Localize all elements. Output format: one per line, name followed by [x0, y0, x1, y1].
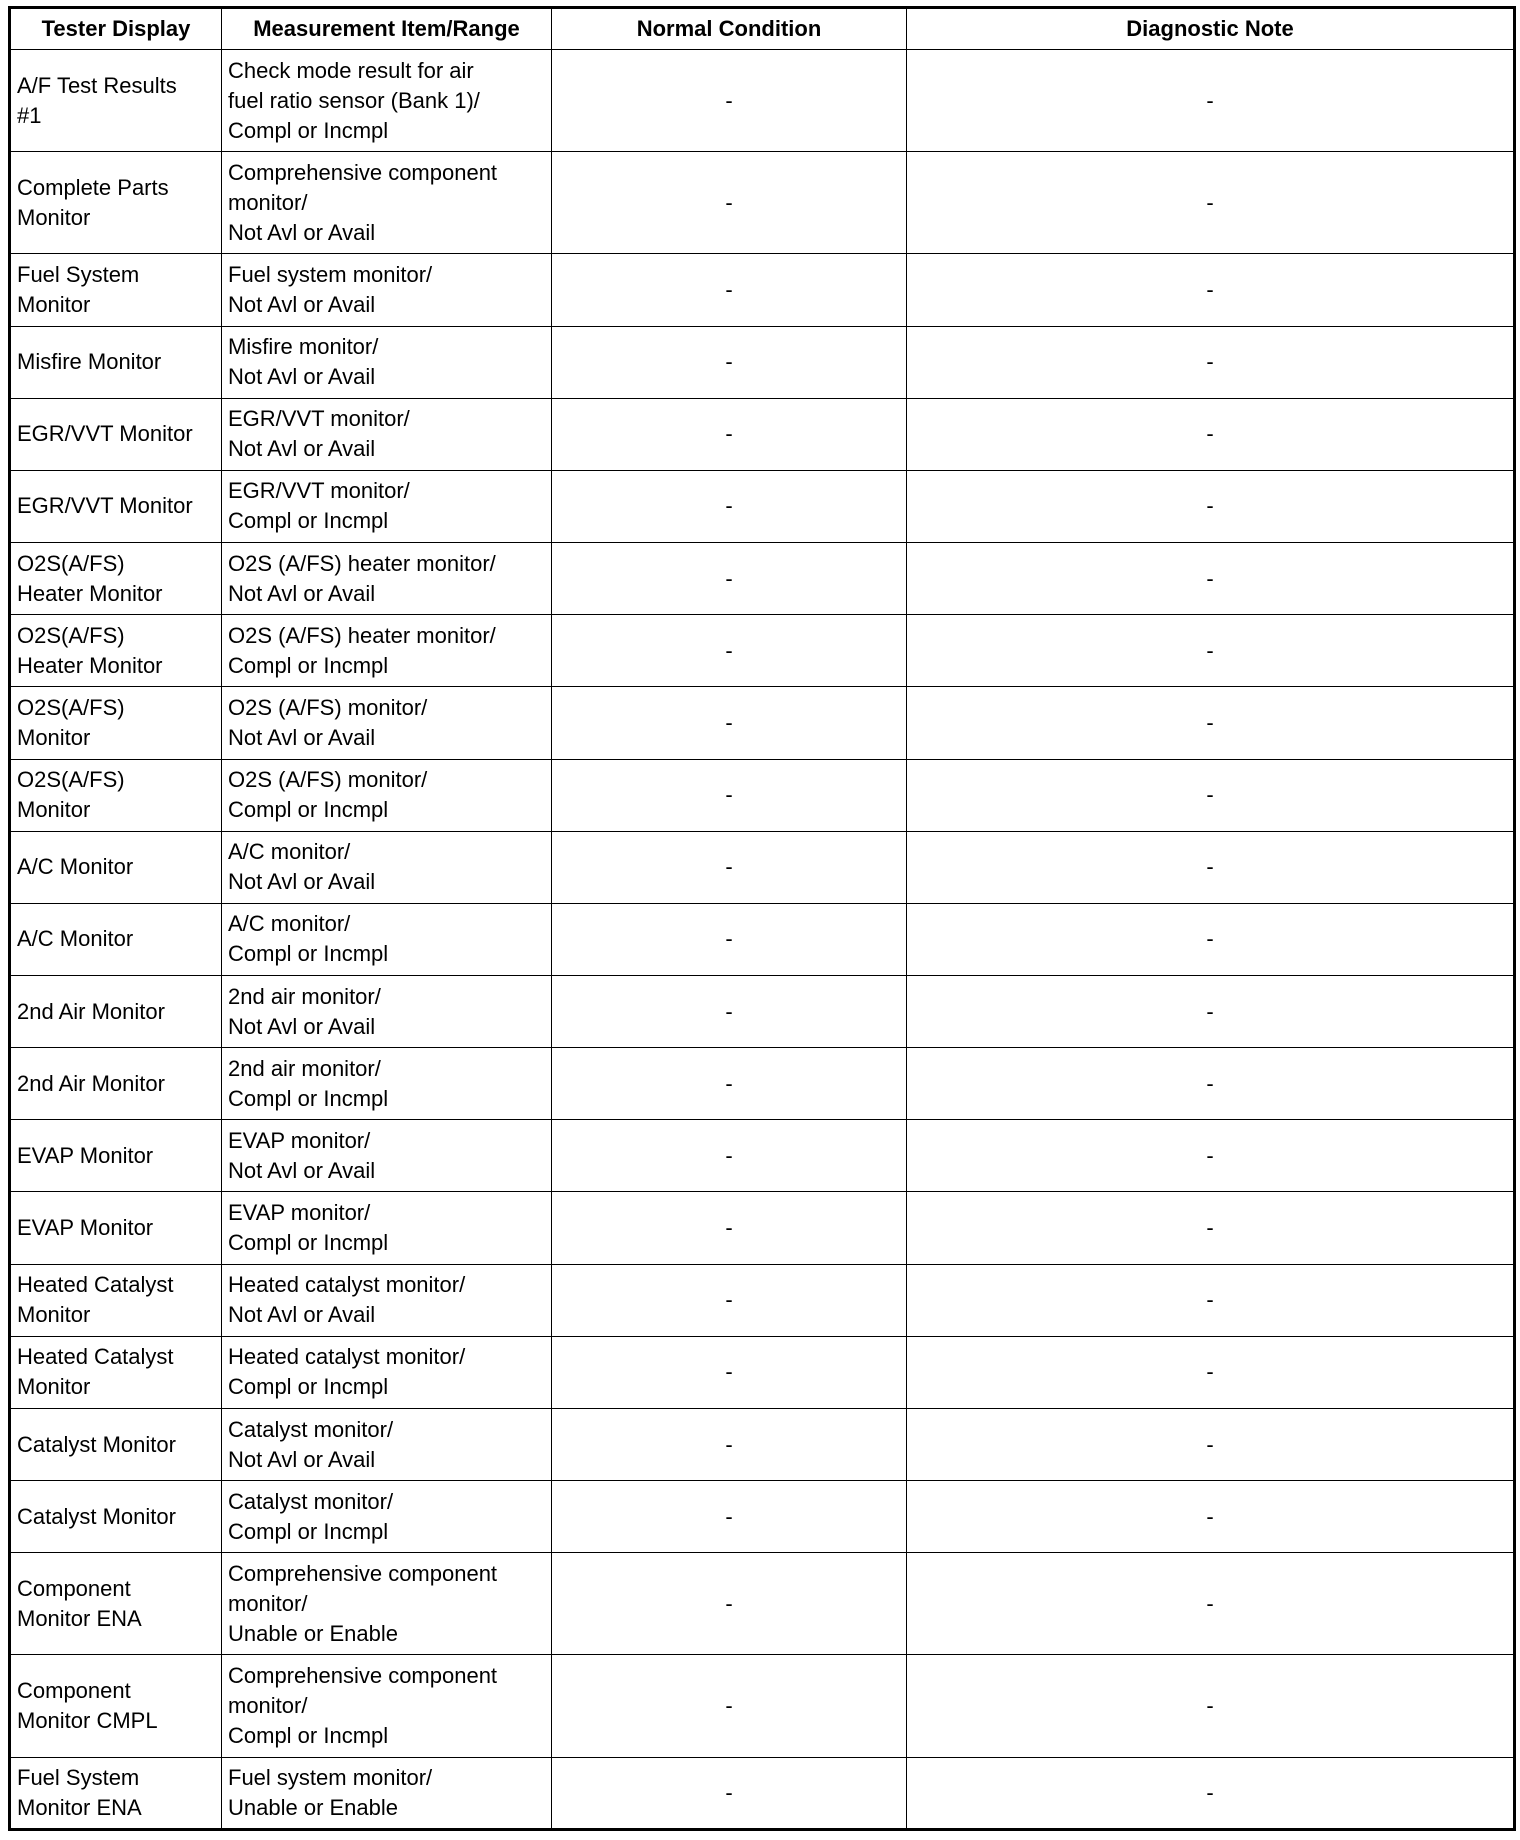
- tester-display-cell: [10, 903, 222, 975]
- measurement-item-cell: [222, 687, 552, 759]
- measurement-item-text: Fuel system monitor/: [228, 1764, 433, 1790]
- diagnostic-note-cell: -: [907, 543, 1515, 615]
- measurement-item-text: Not Avl or Avail: [228, 436, 376, 462]
- measurement-item-cell: [222, 1192, 552, 1264]
- table-row: [10, 1120, 1515, 1192]
- measurement-item-text: Compl or Incmpl: [228, 652, 389, 678]
- normal-condition-cell: -: [552, 1757, 907, 1829]
- measurement-item-text: Compl or Incmpl: [228, 1230, 389, 1256]
- tester-display-text: Catalyst Monitor: [17, 1431, 176, 1457]
- tester-display-text: Heated Catalyst: [17, 1344, 174, 1370]
- normal-condition-cell: -: [552, 470, 907, 542]
- table-row: [10, 1048, 1515, 1120]
- normal-condition-cell: -: [552, 759, 907, 831]
- measurement-item-text: O2S (A/FS) monitor/: [228, 767, 428, 793]
- measurement-item-text: Check mode result for air: [228, 57, 474, 83]
- tester-display-cell: [10, 615, 222, 687]
- tester-display-text: Monitor: [17, 1374, 91, 1400]
- measurement-item-text: EGR/VVT monitor/: [228, 406, 410, 432]
- normal-condition-cell: -: [552, 50, 907, 152]
- normal-condition-cell: -: [552, 1264, 907, 1336]
- diagnostic-note-cell: -: [907, 1553, 1515, 1655]
- tester-display-cell: [10, 254, 222, 326]
- diagnostic-note-cell: -: [907, 976, 1515, 1048]
- tester-display-text: Heater Monitor: [17, 652, 163, 678]
- measurement-item-text: A/C monitor/: [228, 839, 351, 865]
- tester-display-cell: [10, 152, 222, 254]
- measurement-item-cell: [222, 1757, 552, 1829]
- tester-display-text: 2nd Air Monitor: [17, 998, 165, 1024]
- diagnostic-note-cell: -: [907, 398, 1515, 470]
- tester-display-cell: [10, 1264, 222, 1336]
- normal-condition-cell: -: [552, 831, 907, 903]
- tester-display-cell: [10, 1553, 222, 1655]
- table-row: [10, 254, 1515, 326]
- measurement-item-cell: [222, 50, 552, 152]
- diagnostic-note-cell: -: [907, 1120, 1515, 1192]
- diagnostic-note-cell: -: [907, 1264, 1515, 1336]
- table-row: [10, 1336, 1515, 1408]
- tester-display-text: A/C Monitor: [17, 854, 134, 880]
- tester-display-cell: [10, 687, 222, 759]
- measurement-item-text: O2S (A/FS) monitor/: [228, 694, 428, 720]
- tester-display-text: Heater Monitor: [17, 580, 163, 606]
- tester-display-text: 2nd Air Monitor: [17, 1070, 165, 1096]
- tester-display-text: Monitor: [17, 204, 91, 230]
- measurement-item-text: Not Avl or Avail: [228, 1157, 376, 1183]
- table-row: [10, 398, 1515, 470]
- table-row: [10, 1655, 1515, 1757]
- tester-display-text: A/F Test Results: [17, 72, 177, 98]
- header-normal-condition: Normal Condition: [552, 8, 907, 50]
- normal-condition-cell: -: [552, 903, 907, 975]
- measurement-item-text: Compl or Incmpl: [228, 117, 389, 143]
- table-row: [10, 543, 1515, 615]
- tester-display-cell: [10, 1655, 222, 1757]
- table-row: [10, 1192, 1515, 1264]
- measurement-item-text: monitor/: [228, 1693, 308, 1719]
- normal-condition-cell: -: [552, 326, 907, 398]
- tester-display-cell: [10, 831, 222, 903]
- measurement-item-text: Comprehensive component: [228, 159, 498, 185]
- table-row: [10, 903, 1515, 975]
- measurement-item-text: monitor/: [228, 1590, 308, 1616]
- measurement-item-text: EGR/VVT monitor/: [228, 478, 410, 504]
- tester-display-text: Heated Catalyst: [17, 1272, 174, 1298]
- header-diagnostic-note: Diagnostic Note: [907, 8, 1515, 50]
- measurement-item-text: Misfire monitor/: [228, 334, 379, 360]
- measurement-item-text: Compl or Incmpl: [228, 797, 389, 823]
- monitor-status-table: [8, 6, 1516, 1831]
- measurement-item-text: Catalyst monitor/: [228, 1488, 394, 1514]
- measurement-item-cell: [222, 831, 552, 903]
- normal-condition-cell: -: [552, 1408, 907, 1480]
- measurement-item-cell: [222, 976, 552, 1048]
- normal-condition-cell: -: [552, 398, 907, 470]
- tester-display-cell: [10, 1336, 222, 1408]
- measurement-item-text: Not Avl or Avail: [228, 364, 376, 390]
- normal-condition-cell: -: [552, 615, 907, 687]
- measurement-item-text: Unable or Enable: [228, 1794, 399, 1820]
- measurement-item-cell: [222, 470, 552, 542]
- tester-display-text: Fuel System: [17, 262, 140, 288]
- normal-condition-cell: -: [552, 1048, 907, 1120]
- measurement-item-text: Not Avl or Avail: [228, 580, 376, 606]
- measurement-item-text: O2S (A/FS) heater monitor/: [228, 622, 496, 648]
- normal-condition-cell: -: [552, 1192, 907, 1264]
- normal-condition-cell: -: [552, 1120, 907, 1192]
- measurement-item-text: Compl or Incmpl: [228, 1374, 389, 1400]
- tester-display-cell: [10, 1048, 222, 1120]
- header-measurement-item: Measurement Item/Range: [222, 8, 552, 50]
- measurement-item-text: O2S (A/FS) heater monitor/: [228, 550, 496, 576]
- tester-display-text: A/C Monitor: [17, 926, 134, 952]
- table-body: [10, 50, 1515, 1830]
- normal-condition-cell: -: [552, 152, 907, 254]
- tester-display-text: O2S(A/FS): [17, 622, 125, 648]
- measurement-item-cell: [222, 543, 552, 615]
- measurement-item-text: Not Avl or Avail: [228, 1013, 376, 1039]
- diagnostic-note-cell: -: [907, 1408, 1515, 1480]
- measurement-item-text: Compl or Incmpl: [228, 1518, 389, 1544]
- measurement-item-text: Not Avl or Avail: [228, 724, 376, 750]
- tester-display-text: Monitor CMPL: [17, 1708, 158, 1734]
- tester-display-text: EVAP Monitor: [17, 1142, 154, 1168]
- measurement-item-cell: [222, 1655, 552, 1757]
- measurement-item-text: Heated catalyst monitor/: [228, 1344, 466, 1370]
- measurement-item-text: Not Avl or Avail: [228, 1302, 376, 1328]
- measurement-item-text: Not Avl or Avail: [228, 869, 376, 895]
- table-row: [10, 1481, 1515, 1553]
- tester-display-text: O2S(A/FS): [17, 694, 125, 720]
- table-row: [10, 1757, 1515, 1829]
- tester-display-text: Monitor: [17, 292, 91, 318]
- table-row: [10, 976, 1515, 1048]
- diagnostic-note-cell: -: [907, 152, 1515, 254]
- measurement-item-text: 2nd air monitor/: [228, 983, 381, 1009]
- tester-display-text: Monitor ENA: [17, 1794, 142, 1820]
- measurement-item-text: Compl or Incmpl: [228, 1085, 389, 1111]
- measurement-item-text: Catalyst monitor/: [228, 1416, 394, 1442]
- measurement-item-text: Compl or Incmpl: [228, 1723, 389, 1749]
- measurement-item-cell: [222, 1264, 552, 1336]
- measurement-item-text: EVAP monitor/: [228, 1127, 371, 1153]
- table-row: [10, 326, 1515, 398]
- diagnostic-note-cell: -: [907, 759, 1515, 831]
- tester-display-cell: [10, 1481, 222, 1553]
- tester-display-text: Monitor: [17, 1302, 91, 1328]
- measurement-item-text: EVAP monitor/: [228, 1200, 371, 1226]
- measurement-item-text: Comprehensive component: [228, 1663, 498, 1689]
- table-header-row: [10, 8, 1515, 50]
- normal-condition-cell: -: [552, 254, 907, 326]
- tester-display-text: Monitor: [17, 797, 91, 823]
- normal-condition-cell: -: [552, 1553, 907, 1655]
- table-row: [10, 152, 1515, 254]
- normal-condition-cell: -: [552, 543, 907, 615]
- measurement-item-cell: [222, 1553, 552, 1655]
- tester-display-cell: [10, 326, 222, 398]
- tester-display-cell: [10, 50, 222, 152]
- measurement-item-text: Heated catalyst monitor/: [228, 1272, 466, 1298]
- measurement-item-text: Not Avl or Avail: [228, 292, 376, 318]
- tester-display-text: O2S(A/FS): [17, 767, 125, 793]
- measurement-item-cell: [222, 903, 552, 975]
- diagnostic-note-cell: -: [907, 1655, 1515, 1757]
- measurement-item-cell: [222, 254, 552, 326]
- tester-display-text: #1: [17, 102, 42, 128]
- diagnostic-note-cell: -: [907, 903, 1515, 975]
- tester-display-cell: [10, 543, 222, 615]
- diagnostic-note-cell: -: [907, 687, 1515, 759]
- measurement-item-cell: [222, 759, 552, 831]
- diagnostic-note-cell: -: [907, 1336, 1515, 1408]
- tester-display-text: EGR/VVT Monitor: [17, 493, 193, 519]
- normal-condition-cell: -: [552, 1336, 907, 1408]
- measurement-item-text: monitor/: [228, 189, 308, 215]
- tester-display-text: O2S(A/FS): [17, 550, 125, 576]
- tester-display-text: Fuel System: [17, 1764, 140, 1790]
- measurement-item-cell: [222, 1120, 552, 1192]
- tester-display-cell: [10, 398, 222, 470]
- tester-display-cell: [10, 1120, 222, 1192]
- measurement-item-cell: [222, 326, 552, 398]
- tester-display-cell: [10, 1757, 222, 1829]
- tester-display-cell: [10, 1408, 222, 1480]
- tester-display-cell: [10, 1192, 222, 1264]
- measurement-item-text: Comprehensive component: [228, 1560, 498, 1586]
- table-row: [10, 1264, 1515, 1336]
- diagnostic-note-cell: -: [907, 1192, 1515, 1264]
- normal-condition-cell: -: [552, 1481, 907, 1553]
- table-row: [10, 1408, 1515, 1480]
- measurement-item-cell: [222, 152, 552, 254]
- diagnostic-note-cell: -: [907, 254, 1515, 326]
- table-row: [10, 759, 1515, 831]
- tester-display-text: Complete Parts: [17, 174, 169, 200]
- tester-display-text: Catalyst Monitor: [17, 1503, 176, 1529]
- tester-display-text: Component: [17, 1575, 131, 1601]
- tester-display-text: EVAP Monitor: [17, 1215, 154, 1241]
- diagnostic-note-cell: -: [907, 50, 1515, 152]
- diagnostic-note-cell: -: [907, 1048, 1515, 1120]
- tester-display-cell: [10, 976, 222, 1048]
- measurement-item-cell: [222, 615, 552, 687]
- header-tester-display: Tester Display: [10, 8, 222, 50]
- diagnostic-note-cell: -: [907, 1481, 1515, 1553]
- measurement-item-text: fuel ratio sensor (Bank 1)/: [228, 87, 480, 113]
- tester-display-text: Misfire Monitor: [17, 349, 162, 375]
- tester-display-text: Component: [17, 1678, 131, 1704]
- measurement-item-text: Unable or Enable: [228, 1620, 399, 1646]
- measurement-item-text: Not Avl or Avail: [228, 1446, 376, 1472]
- diagnostic-note-cell: -: [907, 470, 1515, 542]
- tester-display-cell: [10, 470, 222, 542]
- measurement-item-cell: [222, 1336, 552, 1408]
- measurement-item-cell: [222, 398, 552, 470]
- measurement-item-cell: [222, 1408, 552, 1480]
- table-row: [10, 470, 1515, 542]
- normal-condition-cell: -: [552, 1655, 907, 1757]
- tester-display-cell: [10, 759, 222, 831]
- document-page: [8, 6, 1513, 1831]
- measurement-item-text: 2nd air monitor/: [228, 1055, 381, 1081]
- diagnostic-note-cell: -: [907, 615, 1515, 687]
- normal-condition-cell: -: [552, 976, 907, 1048]
- measurement-item-text: Not Avl or Avail: [228, 219, 376, 245]
- table-row: [10, 687, 1515, 759]
- tester-display-text: Monitor ENA: [17, 1605, 142, 1631]
- measurement-item-cell: [222, 1481, 552, 1553]
- measurement-item-cell: [222, 1048, 552, 1120]
- measurement-item-text: Fuel system monitor/: [228, 262, 433, 288]
- diagnostic-note-cell: -: [907, 326, 1515, 398]
- measurement-item-text: Compl or Incmpl: [228, 508, 389, 534]
- tester-display-text: Monitor: [17, 724, 91, 750]
- table-row: [10, 50, 1515, 152]
- table-row: [10, 831, 1515, 903]
- normal-condition-cell: -: [552, 687, 907, 759]
- table-row: [10, 1553, 1515, 1655]
- tester-display-text: EGR/VVT Monitor: [17, 421, 193, 447]
- diagnostic-note-cell: -: [907, 831, 1515, 903]
- diagnostic-note-cell: -: [907, 1757, 1515, 1829]
- measurement-item-text: A/C monitor/: [228, 911, 351, 937]
- measurement-item-text: Compl or Incmpl: [228, 941, 389, 967]
- table-row: [10, 615, 1515, 687]
